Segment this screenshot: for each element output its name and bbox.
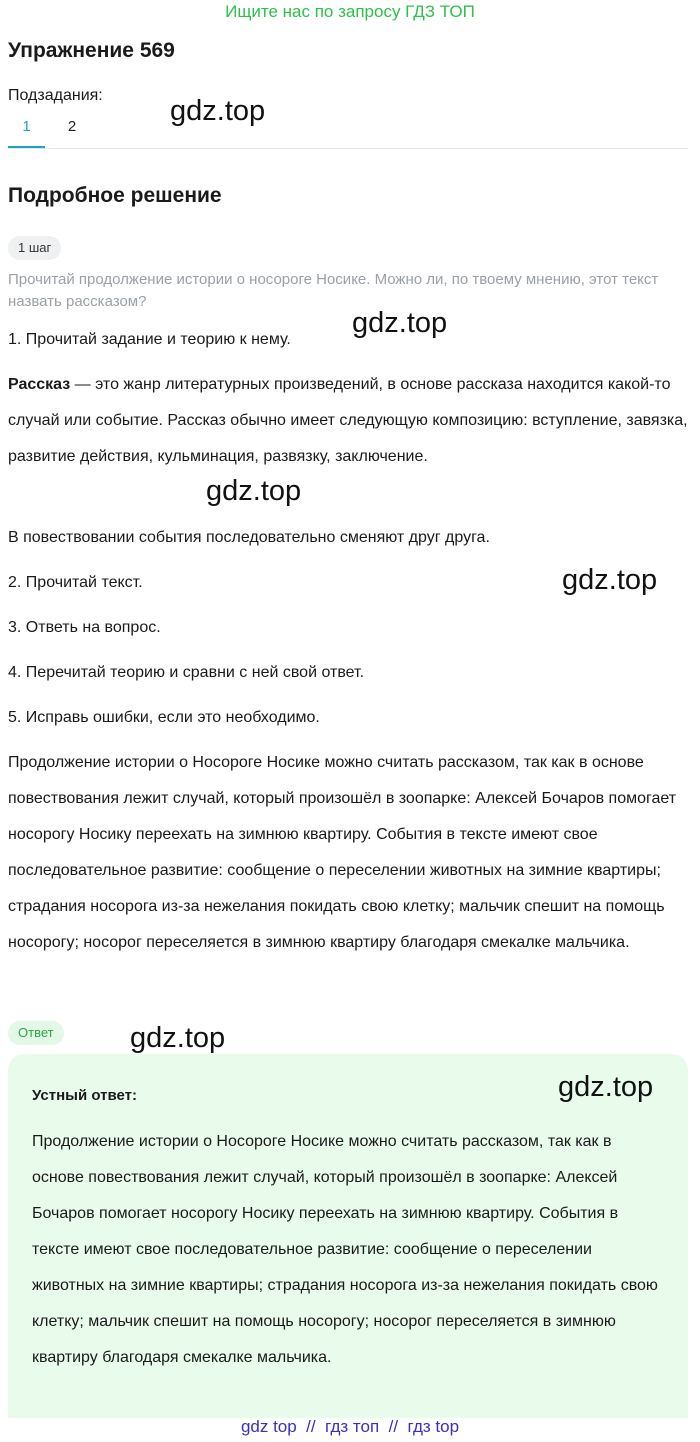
step-2-text: 2. Прочитай текст. xyxy=(8,574,143,591)
answer-text: Продолжение истории о Носороге Носике можно считать рассказом, так как в основе повествования лежит случай, который произошёл в зоопарке: Алексей Бочаров помогает носорогу Носику переехать на зимнюю квартиру. События в тексте имеют свое последовательное развитие: сообщение о переселении животных на зимние квартиры; страдания носорога из-за нежелания покидать свою клетку; мальчик спешит на помощь носорогу; носорог переселяется в зимнюю квартиру благодаря смекалке мальчика. xyxy=(32,1133,658,1366)
tab-subtask-1[interactable]: 1 xyxy=(8,114,45,148)
question-text: Прочитай продолжение истории о носороге Носике. Можно ли, по твоему мнению, этот текст назвать рассказом? xyxy=(8,271,659,310)
watermark: gdz.top xyxy=(352,307,448,339)
watermark: gdz.top xyxy=(170,95,266,127)
watermark: gdz.top xyxy=(206,475,302,507)
step-5-text: 5. Исправь ошибки, если это необходимо. xyxy=(8,709,320,726)
page-title: Упражнение 569 xyxy=(8,39,175,62)
theory-term: Рассказ xyxy=(8,376,71,393)
theory-definition: — это жанр литературных произведений, в основе рассказа находится какой-то случай или событие. Рассказ обычно имеет следующую композицию: вступление, завязка, развитие действия, кульминация, развязку, заключение. xyxy=(8,376,688,465)
section-title: Подробное решение xyxy=(8,184,222,207)
step-4-text: 4. Перечитай теорию и сравни с ней свой ответ. xyxy=(8,664,365,681)
step-3-text: 3. Ответь на вопрос. xyxy=(8,619,161,636)
step-badge: 1 шаг xyxy=(8,236,61,260)
answer-badge: Ответ xyxy=(8,1021,64,1045)
tab-subtask-2[interactable]: 2 xyxy=(67,118,77,135)
promo-banner[interactable]: Ищите нас по запросу ГДЗ ТОП xyxy=(225,2,475,21)
conclusion-text: Продолжение истории о Носороге Носике можно считать рассказом, так как в основе повествования лежит случай, который произошёл в зоопарке: Алексей Бочаров помогает носорогу Носику переехать на зимнюю квартиру. События в тексте имеют свое последовательное развитие: сообщение о переселении животных на зимние квартиры; страдания носорога из-за нежелания покидать свою клетку; мальчик спешит на помощь носорогу; носорог переселяется в зимнюю квартиру благодаря смекалке мальчика. xyxy=(8,754,677,951)
narration-text: В повествовании события последовательно сменяют друг друга. xyxy=(8,529,490,546)
subtask-tabs xyxy=(8,114,688,149)
footer-links[interactable]: gdz top // гдз топ // гдз top xyxy=(240,1417,460,1436)
theory-paragraph xyxy=(8,367,688,475)
watermark: gdz.top xyxy=(130,1022,226,1054)
watermark: gdz.top xyxy=(562,564,658,596)
answer-title: Устный ответ: xyxy=(32,1087,137,1104)
subtasks-label: Подзадания: xyxy=(8,87,103,104)
answer-box xyxy=(8,1054,688,1418)
watermark: gdz.top xyxy=(558,1071,654,1103)
step-1-text: 1. Прочитай задание и теорию к нему. xyxy=(8,331,291,348)
